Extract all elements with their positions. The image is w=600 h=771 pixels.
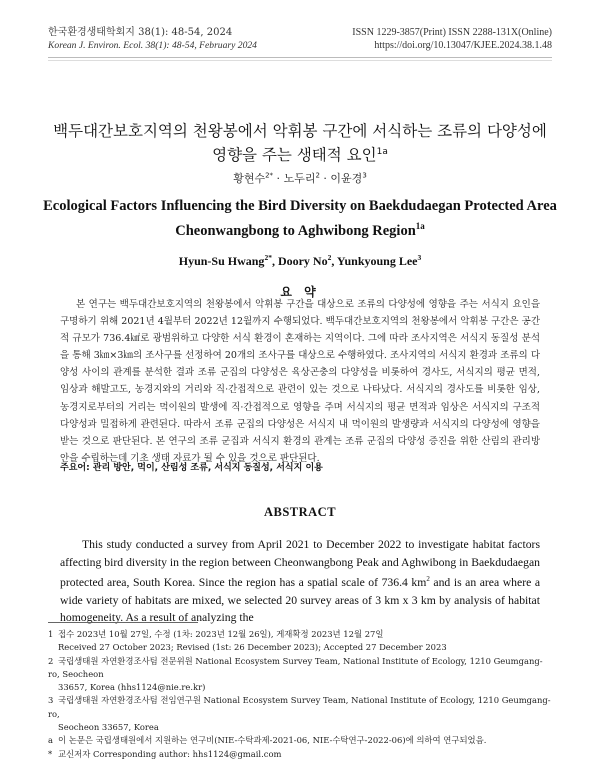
footnote-divider: [48, 622, 198, 623]
footnote-funding: [48, 734, 553, 747]
footnote-affiliation-3: [48, 694, 553, 734]
abstract-english-sup: 2: [426, 575, 430, 584]
abstract-heading-english: ABSTRACT: [263, 505, 337, 519]
author-affil-sup: 2*: [264, 253, 272, 262]
footnote-mark: 3: [48, 695, 54, 706]
title-english-line2: Cheonwangbong to Aghwibong Region: [175, 223, 416, 239]
footnote-mark: 2: [48, 655, 54, 666]
author-en: Hyun-Su Hwang: [178, 254, 265, 268]
footnote-line: Seocheon 33657, Korea: [58, 722, 159, 733]
summary-heading-korean: 요 약: [280, 285, 320, 299]
title-korean-sup: 1a: [376, 146, 388, 157]
title-english-line1: Ecological Factors Influencing the Bird Diversity on Baekdudaegan Protected Area: [43, 198, 557, 214]
author-affil-sup: 2*: [265, 171, 274, 180]
footnote-line: Received 27 October 2023; Revised (1st: 26 December 2023); Accepted 27 December 2023: [58, 642, 447, 653]
authors-english: Hyun-Su Hwang$^{2*}$, Doory No$^2$, Yunkyoung Lee$^3$: [178, 253, 422, 268]
footnote-mark: *: [48, 748, 53, 759]
footnote-line: 33657, Korea (hhs1124@nie.re.kr): [58, 682, 206, 693]
header-divider: [48, 57, 552, 58]
footnote-line: 국립생태원 자연환경조사팀 전문위원 National Ecosystem Survey Team, National Institute of Ecology, 1210 Geumgang-ro, Seocheon: [48, 655, 543, 679]
author-ko: 이윤경: [330, 172, 363, 185]
footnotes: [48, 628, 553, 761]
author-affil-sup: 2: [315, 171, 320, 180]
author-ko: 노두리: [283, 172, 316, 185]
author-en: Doory No: [277, 254, 328, 268]
keywords-korean: 주요어: 관리 방안, 먹이, 산림성 조류, 서식지 동질성, 서식지 이용: [60, 463, 323, 473]
journal-citation-en: Korean J. Environ. Ecol. 38(1): 48-54, February 2024: [48, 40, 257, 51]
footnote-line: 교신저자 Corresponding author: hhs1124@gmail.com: [58, 748, 282, 759]
footnote-line: 국립생태원 자연환경조사팀 전임연구원 National Ecosystem Survey Team, National Institute of Ecology, 1210 Geumgang-ro,: [48, 695, 551, 719]
author-separator: ·: [273, 172, 284, 185]
abstract-english: [60, 536, 540, 627]
author-en: Yunkyoung Lee: [336, 254, 418, 268]
title-korean: [40, 119, 560, 167]
issn: ISSN 1229-3857(Print) ISSN 2288-131X(Online): [352, 27, 552, 38]
journal-citation: [48, 26, 257, 52]
footnote-affiliation-2: [48, 655, 553, 695]
author-ko: 황현수: [233, 172, 266, 185]
abstract-korean: 본 연구는 백두대간보호지역의 천왕봉에서 악휘봉 구간을 대상으로 조류의 다양성에 영향을 주는 서식지 요인을 구명하기 위해 2021년 4월부터 2022년 12월까지 수행되었다. 백두대간보호지역의 천왕봉에서 악휘봉 구간은 공간적 규모가 736.4㎢로 광범위하고 다양한 서식 환경이 혼재하는 지역이다. 그에 따라 조사지역은 서식지 동질성 분석을 통해 3㎞×3㎞의 조사구를 선정하여 20개의 조사구를 대상으로 수행하였다. 조사지역의 서식지 환경과 조류의 다양성 사이의 관계를 분석한 결과 조류 군집의 다양성은 육상곤충의 다양성을 비롯하여 경사도, 서식지의 평균 면적, 임상과 해발고도, 농경지와의 거리와 직·간접적으로 관련이 있는 것으로 나타났다. 서식지의 경사도를 비롯한 임상, 농경지로부터의 거리는 먹이원의 발생에 직·간접적으로 영향을 주며 서식지의 평균 면적과 임상은 서식지의 구조적 다양성과 밀접하게 관련된다. 따라서 조류 군집의 다양성은 서식지 내 먹이원의 발생량과 서식지의 다양성에 영향을 받는 것으로 판단된다. 본 연구의 조류 군집과 서식지 환경의 관계는 조류 군집의 다양성 증진을 위한 산림의 관리방안을 수립하는데 기초 생태 자료가 될 수 있을 것으로 판단된다.: [60, 299, 540, 464]
title-english-sup: 1a: [415, 221, 425, 232]
footnote-line: 접수 2023년 10월 27일, 수정 (1차: 2023년 12월 26일), 게재확정 2023년 12월 27일: [58, 629, 384, 639]
journal-citation-ko: 한국환경생태학회지 38(1): 48-54, 2024: [48, 27, 233, 38]
issn-doi: [352, 26, 552, 52]
title-korean-line1: 백두대간보호지역의 천왕봉에서 악휘봉 구간에 서식하는 조류의 다양성에: [53, 122, 547, 140]
footnote-corresponding: [48, 748, 553, 761]
author-affil-sup: 2: [327, 253, 332, 262]
doi-link[interactable]: https://doi.org/10.13047/KJEE.2024.38.1.48: [374, 40, 552, 51]
abstract-english-part2: and is an area where a wide variety of habitats are mixed, we selected 20 survey areas of 3 km x 3 km by analysis of habitat homogeneity. As a result of analyzing the: [60, 576, 541, 625]
author-affil-sup: 3: [417, 253, 422, 262]
header-divider-thin: [48, 60, 552, 61]
author-affil-sup: 3: [362, 171, 367, 180]
author-separator: ·: [319, 172, 331, 185]
title-english: [40, 194, 560, 244]
title-korean-line2: 영향을 주는 생태적 요인: [212, 146, 377, 164]
abstract-english-part1: This study conducted a survey from April 2021 to December 2022 to investigate habitat factors affecting bird diversity in the region between Cheonwangbong Peak and Aghwibong in Baekdudaegan protected area, South Korea. Since the region has a spatial scale of 736.4 km: [60, 538, 540, 590]
footnote-mark: a: [48, 735, 53, 746]
footnote-mark: 1: [48, 629, 54, 639]
footnote-received: [48, 628, 553, 655]
footnote-line: 이 논문은 국립생태원에서 지원하는 연구비(NIE-수탁과제-2021-06, NIE-수탁연구-2022-06)에 의하여 연구되었음.: [58, 735, 487, 746]
authors-korean: [0, 170, 600, 186]
